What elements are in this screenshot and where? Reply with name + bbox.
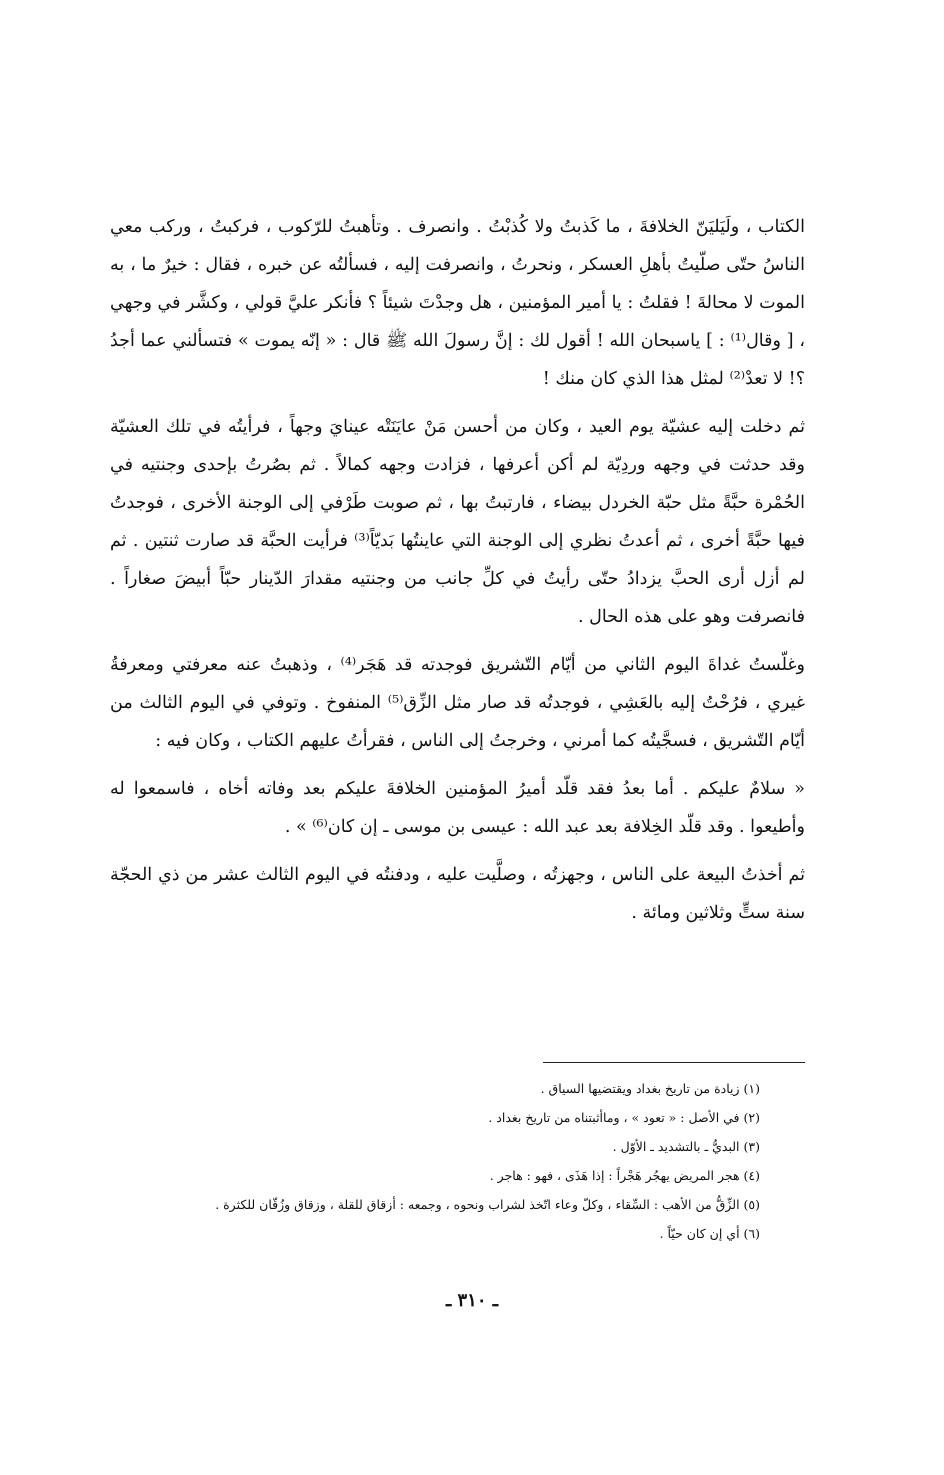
footnote-1: (١) زيادة من تاريخ بغداد ويقتضيها السياق . [540,1081,760,1096]
footnote-4: (٤) هجر المريض يهجُر هَجْراً : إذا هَذَى ، فهو : هاجر . [489,1168,760,1183]
footnote-2: (٢) في الأصل : « تعود » ، وماأثبتناه من تاريخ بغداد . [488,1110,760,1125]
paragraph-1: الكتاب ، ولَيَليَنّ الخلافةَ ، ما كَذبتُ ولا كُذبْتُ . وانصرف . وتأهبتُ للرّكوب ، فركبتُ ، وركب معي الناسُ حتّى صلّيتُ بأهلِ العسكر ، ونحرتُ ، وانصرفت إليه ، فسألتُه عن خبره ، فقال : خيرٌ ما ، به الموت لا محالةَ ! فقلتُ : يا أمير المؤمنين ، هل وجدْتَ شيئاً ؟ فأنكر عليَّ قولي ، وكشَّر في وجهي ، [ وقال⁽¹⁾ : ] ياسبحان الله ! أقول لك : إنَّ رسولَ الله ﷺ قال : « إنّه يموت » فتسألني عما أجدُ ؟! لا تعدْ⁽²⁾ لمثل هذا الذي كان منك ! [110,217,805,389]
paragraph-4: « سلامٌ عليكم . أما بعدُ فقد قلّد أميرُ المؤمنين الخلافةَ عليكم بعد وفاته أخاه ، فاسمعوا له وأطيعوا . وقد قلّد الخِلافة بعد عبد الله : عيسى بن موسى ـ إن كان⁽⁶⁾ » . [110,779,805,837]
page-number: ـ ٣١٠ ـ [445,1290,499,1311]
footnote-divider [543,1062,805,1063]
paragraph-3: وغلّستُ غداةَ اليوم الثاني من أيّام التّشريق فوجدته قد هَجَر⁽⁴⁾ ، وذهبتُ عنه معرفتي ومعرفةُ غيري ، فرُحْتُ إليه بالعَشِي ، فوجدتُه قد صار مثل الزِّق⁽⁵⁾ المنفوخ . وتوفي في اليوم الثالث من أيّام التّشريق ، فسجَّيتُه كما أمرني ، وخرجتُ إلى الناس ، فقرأتُ عليهم الكتاب ، وكان فيه : [110,655,805,751]
footnote-3: (٣) البديُّ ـ بالتشديد ـ الأوّل . [612,1139,760,1154]
paragraph-5: ثم أخذتُ البيعة على الناس ، وجهزتُه ، وصلَّيت عليه ، ودفنتُه في اليوم الثالث عشر من ذي الحجّة سنة ستٍّ وثلاثين ومائة . [110,865,805,923]
footnote-6: (٦) أي إن كان حيّاً . [659,1226,760,1241]
paragraph-2: ثم دخلت إليه عشيّة يوم العيد ، وكان من أحسن مَنْ عايَنَتْه عينايَ وجهاً ، فرأيتُه في تلك العشيّة وقد حدثت في وجهه وردِيّة لم أكن أعرفها ، فزادت وجهه كمالاً . ثم بصُرتُ بإحدى وجنتيه في الحُمْرة حبَّةً مثل حبّة الخردل بيضاء ، فارتبتُ بها ، ثم صوبت طَرْفي إلى الوجنة الأخرى ، فوجدتُ فيها حبَّةً أخرى ، ثم أعدتُ نظري إلى الوجنة التي عاينتُها بَديّاً⁽³⁾ فرأيت الحبَّة قد صارت ثنتين . ثم لم أزل أرى الحبَّ يزدادُ حتّى رأيتُ في كلِّ جانب من وجنتيه مقدارَ الدّينار حبّاً أبيضَ صغاراً . فانصرفت وهو على هذه الحال . [110,417,805,627]
main-text [110,208,805,932]
footnotes [110,1074,805,1248]
footnote-5: (٥) الزِّقُّ من الأهب : السِّقاء ، وكلّ وعاء اتّخذ لشراب ونحوه ، وجمعه : أزقاق للقلة ، وزقاق وزُقّان للكثرة . [215,1197,760,1212]
